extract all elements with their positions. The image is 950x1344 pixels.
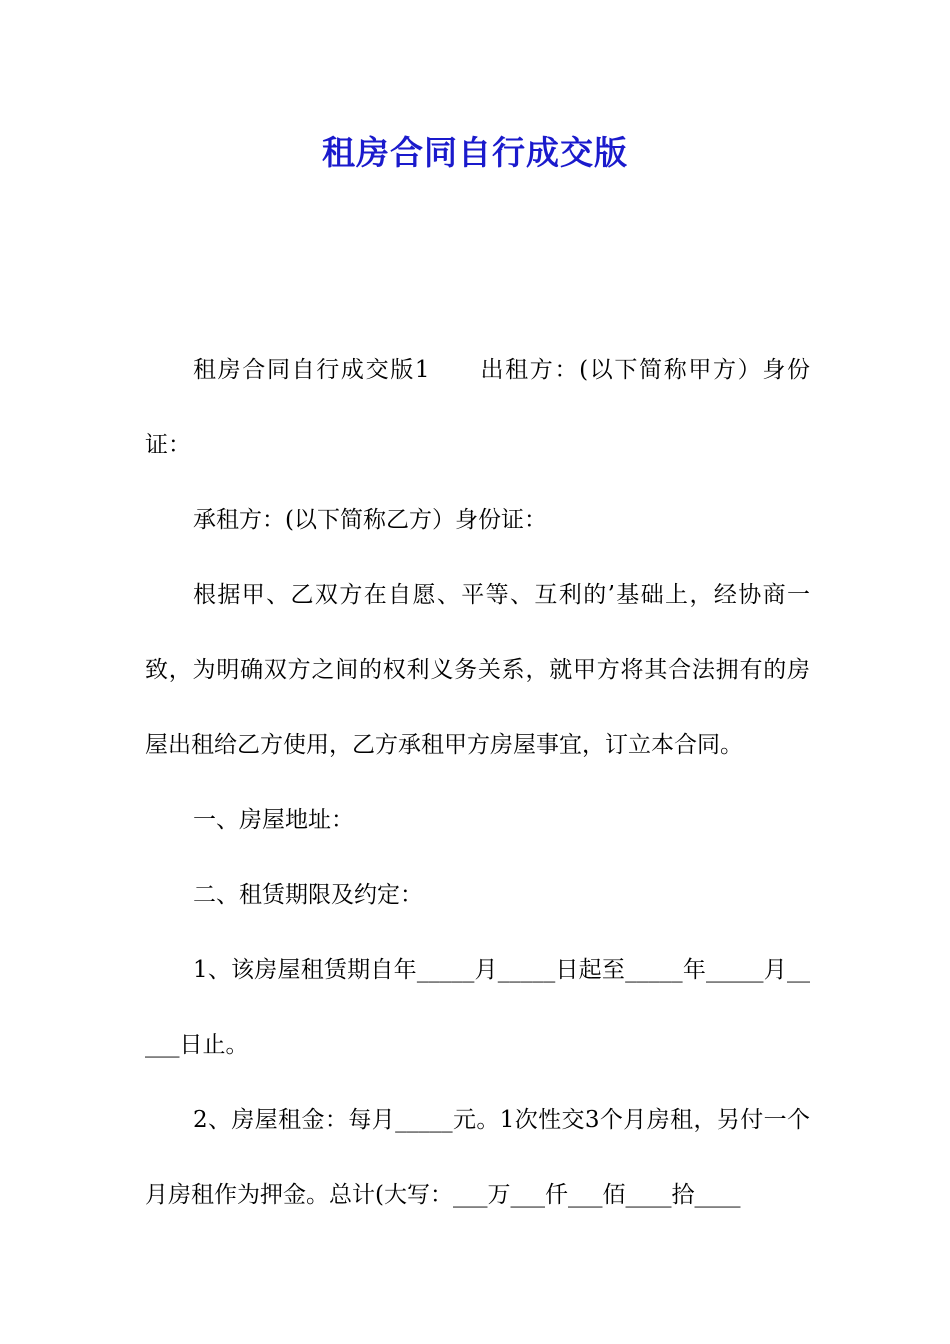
paragraph-parties-lessee: 承租方：(以下简称乙方）身份证： <box>193 507 547 533</box>
document-title: 租房合同自行成交版 <box>322 133 628 172</box>
document-body <box>145 333 810 1233</box>
paragraph-parties-lessor: 租房合同自行成交版1 出租方：(以下简称甲方）身份证： <box>145 357 810 458</box>
clause-rent: 2、房屋租金：每月_____元。1次性交3个月房租，另付一个月房租作为押金。总计(大写：___万___仟___佰____拾____ <box>145 1107 810 1208</box>
clause-lease-period: 1、该房屋租赁期自年_____月_____日起至_____年_____月_____日止。 <box>145 957 810 1058</box>
paragraph-preamble: 根据甲、乙双方在自愿、平等、互利的’基础上，经协商一致，为明确双方之间的权利义务关系，就甲方将其合法拥有的房屋出租给乙方使用，乙方承租甲方房屋事宜，订立本合同。 <box>145 582 810 758</box>
section-lease-term: 二、租赁期限及约定： <box>193 882 423 908</box>
section-house-address: 一、房屋地址： <box>193 807 354 833</box>
